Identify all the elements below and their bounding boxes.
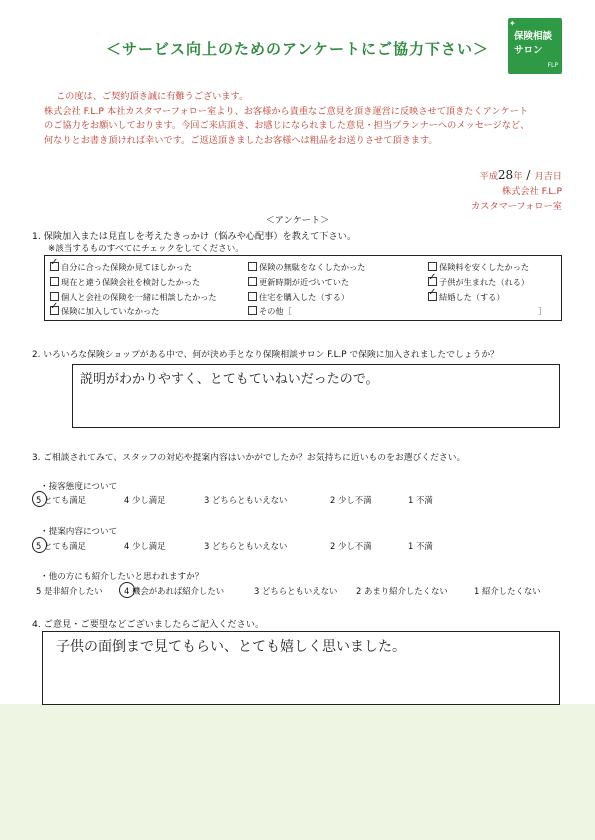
attitude-opt-4[interactable]: 4 少し満足	[124, 495, 166, 505]
q1-option-label: 自分に合った保険か見てほしかった	[61, 262, 193, 272]
selection-circle	[32, 537, 47, 553]
salon-logo	[508, 18, 562, 74]
intro-line4: 何なりとお書き頂ければ幸いです。ご返送頂きましたお客様へは粗品をお送りさせて頂きます。	[44, 134, 438, 146]
q1-option-1[interactable]	[50, 262, 192, 273]
date-prefix: 平成	[479, 171, 498, 182]
logo-line1: 保険相談	[514, 31, 553, 42]
refer-opt-3[interactable]: 3 どちらともいえない	[254, 586, 338, 596]
page-title: ＜サービス向上のためのアンケートにご協力下さい＞	[105, 40, 490, 58]
q1-option-4[interactable]	[50, 277, 200, 288]
date-year-label: 年	[513, 171, 523, 182]
checkbox-icon[interactable]	[428, 292, 437, 301]
attitude-opt-1[interactable]: 1 不満	[408, 495, 433, 505]
q2-title: 2. いろいろな保険ショップがある中で、何が決め手となり保険相談サロン F.L.P で保険に加入されましたでしょうか？	[32, 350, 499, 360]
footer-band	[0, 704, 595, 840]
q1-other-close-bracket: ］	[538, 306, 547, 316]
q1-title: 1. 保険加入または見直しを考えたきっかけ（悩みや心配事）を教えて下さい。	[32, 231, 357, 242]
proposal-opt-5[interactable]: 5 とても満足	[36, 541, 86, 551]
q1-option-label: 保険料を安くしたかった	[439, 262, 530, 272]
q4-answer: 子供の面倒まで見てもらい、とても嬉しく思いました。	[56, 639, 406, 655]
checkbox-icon[interactable]	[428, 262, 437, 271]
selection-circle	[119, 582, 135, 598]
checkbox-icon[interactable]	[248, 306, 257, 315]
star-icon: ✦	[509, 19, 516, 28]
q1-option-5[interactable]	[248, 277, 349, 288]
proposal-opt-4[interactable]: 4 少し満足	[124, 541, 166, 551]
checkbox-icon[interactable]	[50, 292, 59, 301]
q3-sub-attitude: ・接客態度について	[40, 482, 118, 492]
refer-opt-1[interactable]: 1 紹介したくない	[474, 586, 541, 596]
logo-line2: サロン	[514, 45, 543, 56]
intro-text	[44, 90, 564, 148]
date-line	[430, 168, 562, 182]
q1-option-8[interactable]	[248, 292, 349, 303]
proposal-opt-3[interactable]: 3 どちらともいえない	[204, 541, 288, 551]
checkbox-icon[interactable]	[248, 292, 257, 301]
checkbox-icon[interactable]	[50, 306, 59, 315]
q1-option-6[interactable]	[428, 277, 529, 288]
q1-option-2[interactable]	[248, 262, 365, 273]
q1-option-3[interactable]	[428, 262, 529, 273]
q4-title: 4. ご意見・ご要望などございましたらご記入ください。	[32, 619, 265, 630]
q1-option-label: 保険の無駄をなくしたかった	[259, 262, 366, 272]
q2-answer: 説明がわかりやすく、とてもていねいだったので。	[80, 372, 379, 387]
q1-option-9[interactable]	[428, 292, 505, 303]
q1-option-label: その他［	[259, 306, 292, 316]
department-name: カスタマーフォロー室	[471, 201, 562, 212]
attitude-opt-2[interactable]: 2 少し不満	[330, 495, 372, 505]
refer-opt-4[interactable]: 4 機会があれば紹介したい	[124, 586, 225, 596]
date-slash: /	[526, 168, 531, 182]
selection-circle	[32, 491, 47, 507]
q1-option-label: 住宅を購入した（する）	[259, 292, 350, 302]
attitude-opt-5[interactable]: 5 とても満足	[36, 495, 86, 505]
q1-option-7[interactable]	[50, 292, 217, 303]
q1-option-label: 子供が生まれた（れる）	[439, 277, 530, 287]
checkbox-icon[interactable]	[50, 262, 59, 271]
logo-sub: FLP	[547, 62, 558, 69]
q3-sub-proposal: ・提案内容について	[40, 527, 118, 537]
refer-opt-2[interactable]: 2 あまり紹介したくない	[356, 586, 448, 596]
q1-note: ※該当するものすべてにチェックをしてください。	[48, 244, 244, 254]
q1-option-11[interactable]	[248, 306, 292, 317]
intro-line2: 株式会社 F.L.P 本社カスタマーフォロー室より、お客様から貴重なご意見を頂き運営に反映させて頂きたくアンケート	[44, 105, 529, 117]
intro-line3: のご協力をお願いしております。今回ご来店頂き、お感じになられました意見・担当プランナーへのメッセージなど、	[44, 120, 530, 131]
q1-option-label: 現在と違う保険会社を検討したかった	[61, 277, 201, 287]
survey-heading: ＜アンケート＞	[265, 215, 330, 226]
checkbox-icon[interactable]	[248, 262, 257, 271]
q1-option-10[interactable]	[50, 306, 159, 317]
checkbox-icon[interactable]	[248, 277, 257, 286]
proposal-opt-2[interactable]: 2 少し不満	[330, 541, 372, 551]
date-suffix: 月吉日	[534, 171, 562, 182]
company-name: 株式会社 F.L.P	[502, 186, 562, 197]
attitude-opt-3[interactable]: 3 どちらともいえない	[204, 495, 288, 505]
intro-line1: この度は、ご契約頂き誠に有難うございます。	[56, 91, 249, 102]
checkbox-icon[interactable]	[428, 277, 437, 286]
date-year-hand: 28	[497, 168, 514, 182]
q1-option-label: 保険に加入していなかった	[61, 306, 160, 316]
proposal-opt-1[interactable]: 1 不満	[408, 541, 433, 551]
q1-option-label: 結婚した（する）	[439, 292, 505, 302]
q1-option-label: 個人と会社の保険を一緒に相談したかった	[61, 292, 217, 302]
refer-opt-5[interactable]: 5 是非紹介したい	[36, 586, 103, 596]
q3-title: 3. ご相談されてみて、スタッフの対応や提案内容はいかがでしたか？お気持ちに近いものをお選びください。	[32, 453, 466, 463]
q1-option-label: 更新時期が近づいていた	[259, 277, 350, 287]
q3-sub-refer: ・他の方にも紹介したいと思われますか？	[40, 572, 204, 582]
checkbox-icon[interactable]	[50, 277, 59, 286]
